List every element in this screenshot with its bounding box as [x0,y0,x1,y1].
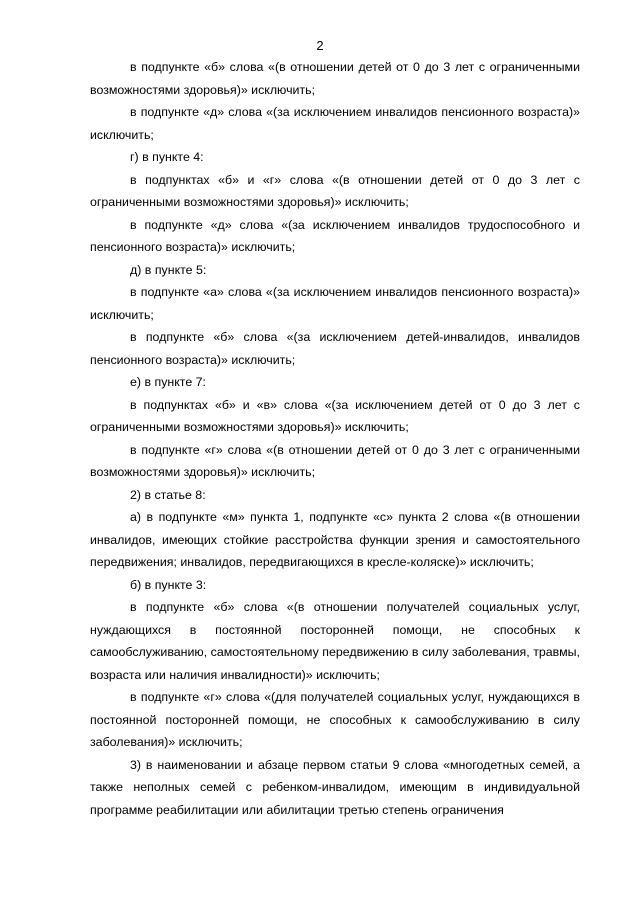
paragraph: в подпункте «б» слова «(в отношении детей от 0 до 3 лет с ограниченными возможностями здоровья)» исключить; [90,60,580,97]
paragraph: в подпункте «д» слова «(за исключением инвалидов пенсионного возраста)» исключить; [90,105,580,142]
paragraph: в подпункте «б» слова «(в отношении получателей социальных услуг, нуждающихся в постоянной посторонней помощи, не способных к самообслуживанию, самостоятельному передвижению в силу заболевания, травмы, возраста или наличия инвалидности)» исключить; [90,600,580,682]
document-body [90,56,580,821]
paragraph: в подпунктах «б» и «г» слова «(в отношении детей от 0 до 3 лет с ограниченными возможностями здоровья)» исключить; [90,172,580,209]
page-number: 2 [316,38,324,53]
paragraph: в подпункте «г» слова «(для получателей социальных услуг, нуждающихся в постоянной посторонней помощи, не способных к самообслуживанию в силу заболевания)» исключить; [90,690,580,749]
paragraph: а) в подпункте «м» пункта 1, подпункте «с» пункта 2 слова «(в отношении инвалидов, имеющих стойкие расстройства функции зрения и самостоятельного передвижения; инвалидов, передвигающихся в кресле-коляске)» исключить; [90,510,580,569]
paragraph: г) в пункте 4: [130,150,204,164]
paragraph: в подпунктах «б» и «в» слова «(за исключением детей от 0 до 3 лет с ограниченными возможностями здоровья)» исключить; [90,397,580,434]
paragraph: е) в пункте 7: [130,375,206,389]
paragraph: д) в пункте 5: [130,262,207,277]
paragraph: б) в пункте 3: [130,577,207,592]
paragraph: в подпункте «б» слова «(за исключением детей-инвалидов, инвалидов пенсионного возраста)» исключить; [90,330,580,367]
paragraph: в подпункте «а» слова «(за исключением инвалидов пенсионного возраста)» исключить; [90,285,580,322]
paragraph: 3) в наименовании и абзаце первом статьи 9 слова «многодетных семей, а также неполных семей с ребенком-инвалидом, имеющим в индивидуальной программе реабилитации или абилитации третью степень ограничения [90,757,580,817]
paragraph: в подпункте «д» слова «(за исключением инвалидов трудоспособного и пенсионного возраста)» исключить; [90,217,580,254]
paragraph: в подпункте «г» слова «(в отношении детей от 0 до 3 лет с ограниченными возможностями здоровья)» исключить; [90,442,580,479]
paragraph: 2) в статье 8: [130,487,206,502]
